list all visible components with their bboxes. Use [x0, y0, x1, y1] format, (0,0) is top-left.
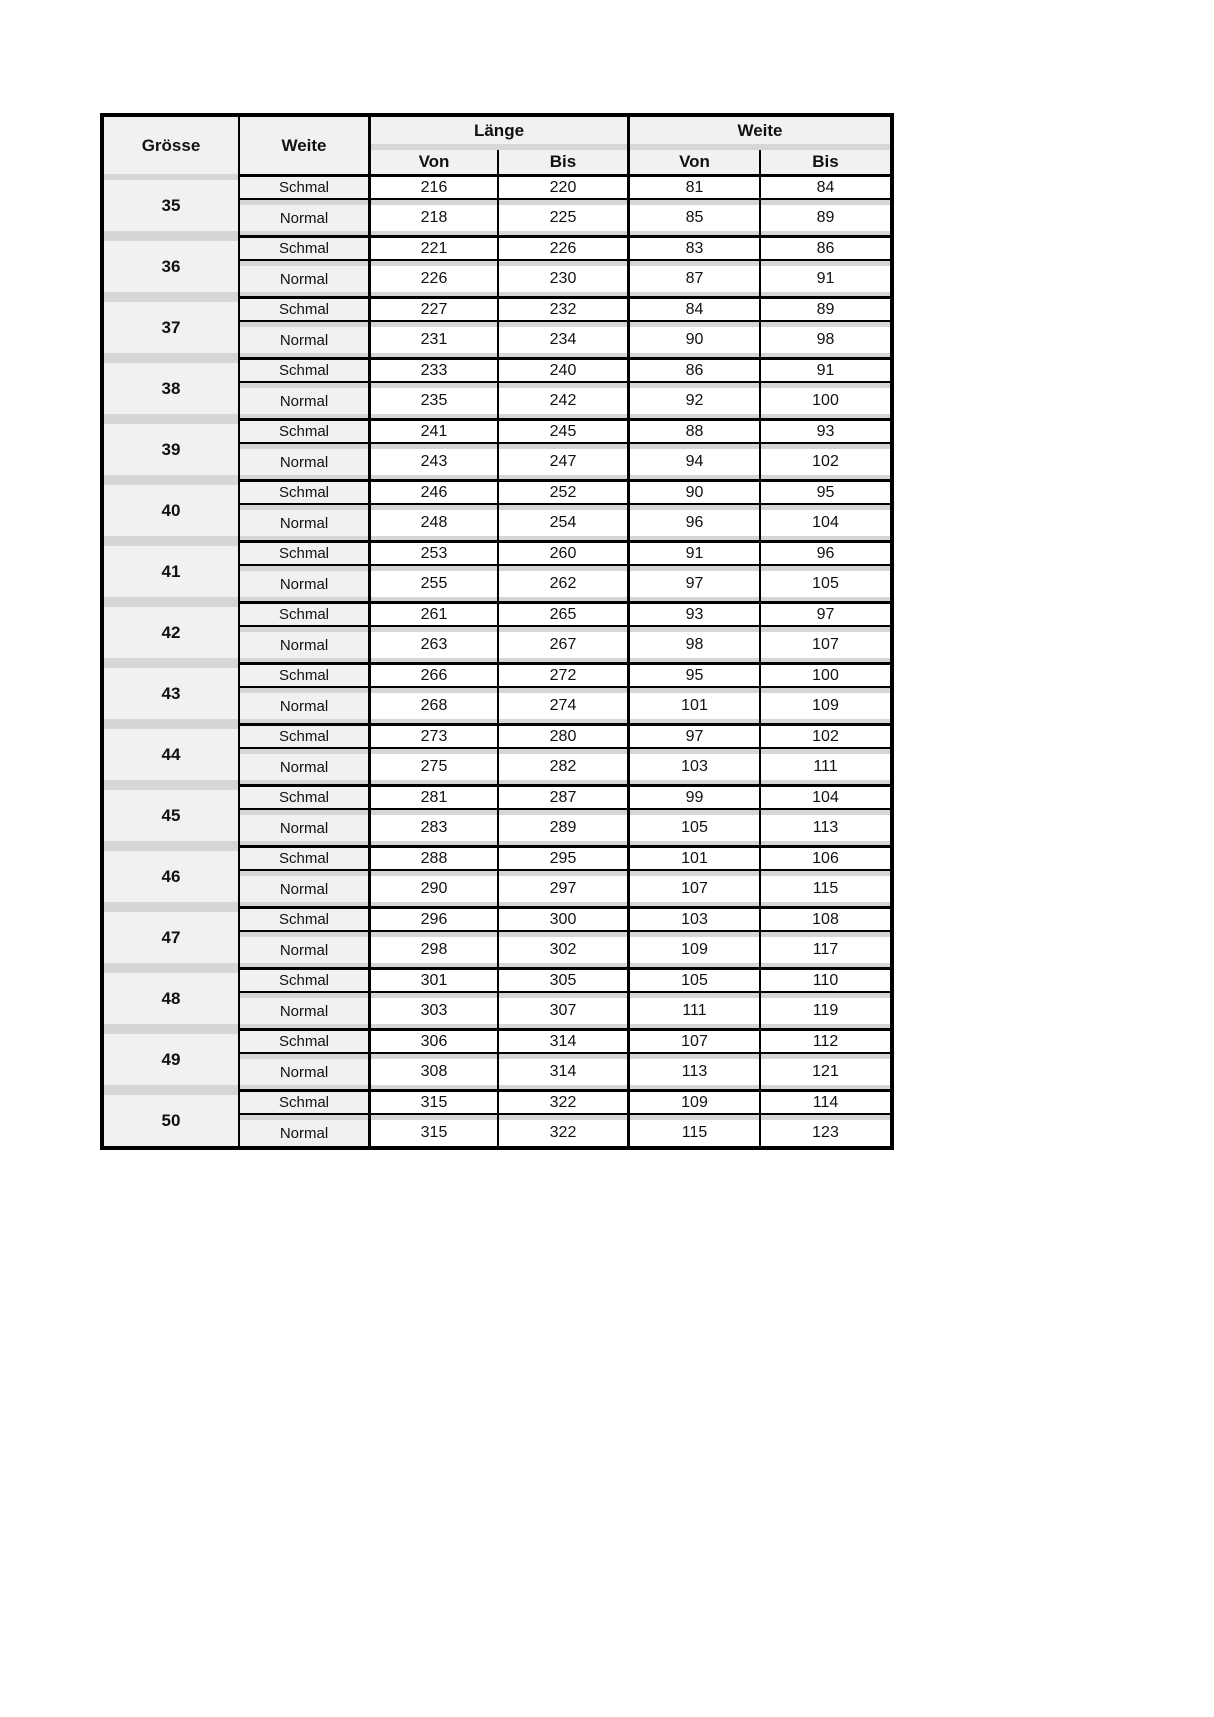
header-weite-von: Von — [627, 150, 759, 174]
weite-bis-value: 104 — [759, 510, 890, 536]
laenge-von-value: 296 — [368, 906, 497, 932]
size-cell: 40 — [104, 479, 238, 536]
weite-bis-value: 97 — [759, 601, 890, 627]
size-cell: 41 — [104, 540, 238, 597]
size-chart-table — [100, 113, 894, 1150]
size-cell: 36 — [104, 235, 238, 292]
weite-bis-value: 123 — [759, 1120, 890, 1146]
width-label-schmal: Schmal — [238, 784, 368, 810]
width-label-normal: Normal — [238, 266, 368, 292]
laenge-bis-value: 322 — [497, 1089, 627, 1115]
laenge-von-value: 283 — [368, 815, 497, 841]
size-group-row — [104, 1028, 890, 1085]
weite-von-value: 103 — [627, 754, 759, 780]
size-group-row — [104, 479, 890, 536]
laenge-von-value: 301 — [368, 967, 497, 993]
weite-bis-value: 110 — [759, 967, 890, 993]
width-label-schmal: Schmal — [238, 1089, 368, 1115]
width-label-schmal: Schmal — [238, 174, 368, 200]
weite-bis-value: 121 — [759, 1059, 890, 1085]
laenge-von-value: 315 — [368, 1089, 497, 1115]
header-laenge-group: Länge — [368, 117, 627, 144]
width-label-normal: Normal — [238, 632, 368, 658]
weite-bis-value: 96 — [759, 540, 890, 566]
laenge-von-value: 290 — [368, 876, 497, 902]
size-group-row — [104, 967, 890, 1024]
laenge-von-value: 246 — [368, 479, 497, 505]
laenge-von-value: 221 — [368, 235, 497, 261]
size-group-row — [104, 540, 890, 597]
weite-bis-value: 100 — [759, 388, 890, 414]
laenge-von-value: 261 — [368, 601, 497, 627]
weite-von-value: 93 — [627, 601, 759, 627]
laenge-von-value: 241 — [368, 418, 497, 444]
weite-von-value: 87 — [627, 266, 759, 292]
width-label-normal: Normal — [238, 205, 368, 231]
laenge-von-value: 243 — [368, 449, 497, 475]
weite-bis-value: 105 — [759, 571, 890, 597]
laenge-von-value: 216 — [368, 174, 497, 200]
weite-von-value: 88 — [627, 418, 759, 444]
size-cell: 48 — [104, 967, 238, 1024]
size-group-row — [104, 906, 890, 963]
size-cell: 39 — [104, 418, 238, 475]
width-label-normal: Normal — [238, 876, 368, 902]
laenge-von-value: 253 — [368, 540, 497, 566]
width-label-normal: Normal — [238, 388, 368, 414]
weite-von-value: 107 — [627, 876, 759, 902]
size-group-row — [104, 784, 890, 841]
width-label-normal: Normal — [238, 1059, 368, 1085]
laenge-bis-value: 220 — [497, 174, 627, 200]
laenge-bis-value: 282 — [497, 754, 627, 780]
size-cell: 46 — [104, 845, 238, 902]
width-label-normal: Normal — [238, 693, 368, 719]
width-label-schmal: Schmal — [238, 662, 368, 688]
weite-bis-value: 112 — [759, 1028, 890, 1054]
laenge-von-value: 298 — [368, 937, 497, 963]
size-cell: 42 — [104, 601, 238, 658]
laenge-bis-value: 280 — [497, 723, 627, 749]
weite-bis-value: 91 — [759, 266, 890, 292]
size-group-row — [104, 235, 890, 292]
laenge-bis-value: 300 — [497, 906, 627, 932]
laenge-von-value: 308 — [368, 1059, 497, 1085]
weite-von-value: 85 — [627, 205, 759, 231]
size-group-row — [104, 601, 890, 658]
weite-von-value: 109 — [627, 1089, 759, 1115]
laenge-von-value: 218 — [368, 205, 497, 231]
width-label-normal: Normal — [238, 998, 368, 1024]
size-cell: 37 — [104, 296, 238, 353]
laenge-bis-value: 322 — [497, 1120, 627, 1146]
weite-bis-value: 95 — [759, 479, 890, 505]
weite-von-value: 105 — [627, 967, 759, 993]
weite-von-value: 92 — [627, 388, 759, 414]
weite-bis-value: 93 — [759, 418, 890, 444]
weite-von-value: 91 — [627, 540, 759, 566]
laenge-bis-value: 272 — [497, 662, 627, 688]
laenge-von-value: 255 — [368, 571, 497, 597]
weite-bis-value: 113 — [759, 815, 890, 841]
size-cell: 35 — [104, 174, 238, 231]
width-label-normal: Normal — [238, 937, 368, 963]
width-label-schmal: Schmal — [238, 235, 368, 261]
size-group-row — [104, 1089, 890, 1146]
weite-von-value: 83 — [627, 235, 759, 261]
laenge-bis-value: 245 — [497, 418, 627, 444]
size-cell: 43 — [104, 662, 238, 719]
weite-von-value: 111 — [627, 998, 759, 1024]
weite-bis-value: 106 — [759, 845, 890, 871]
size-group-row — [104, 357, 890, 414]
weite-von-value: 101 — [627, 693, 759, 719]
weite-bis-value: 91 — [759, 357, 890, 383]
laenge-bis-value: 314 — [497, 1028, 627, 1054]
weite-von-value: 90 — [627, 479, 759, 505]
laenge-von-value: 248 — [368, 510, 497, 536]
laenge-von-value: 273 — [368, 723, 497, 749]
weite-bis-value: 109 — [759, 693, 890, 719]
weite-von-value: 98 — [627, 632, 759, 658]
width-label-normal: Normal — [238, 327, 368, 353]
size-group-row — [104, 845, 890, 902]
weite-bis-value: 119 — [759, 998, 890, 1024]
laenge-bis-value: 274 — [497, 693, 627, 719]
laenge-bis-value: 267 — [497, 632, 627, 658]
size-group-row — [104, 723, 890, 780]
width-label-schmal: Schmal — [238, 906, 368, 932]
weite-von-value: 97 — [627, 571, 759, 597]
laenge-bis-value: 295 — [497, 845, 627, 871]
weite-von-value: 105 — [627, 815, 759, 841]
laenge-von-value: 288 — [368, 845, 497, 871]
width-label-schmal: Schmal — [238, 845, 368, 871]
table-header — [104, 117, 890, 174]
weite-bis-value: 86 — [759, 235, 890, 261]
laenge-bis-value: 226 — [497, 235, 627, 261]
weite-bis-value: 115 — [759, 876, 890, 902]
header-laenge-bis: Bis — [497, 150, 627, 174]
size-group-row — [104, 174, 890, 231]
width-label-schmal: Schmal — [238, 601, 368, 627]
laenge-bis-value: 252 — [497, 479, 627, 505]
laenge-bis-value: 265 — [497, 601, 627, 627]
size-group-row — [104, 662, 890, 719]
laenge-von-value: 306 — [368, 1028, 497, 1054]
laenge-bis-value: 230 — [497, 266, 627, 292]
weite-von-value: 94 — [627, 449, 759, 475]
laenge-bis-value: 289 — [497, 815, 627, 841]
laenge-bis-value: 307 — [497, 998, 627, 1024]
size-cell: 45 — [104, 784, 238, 841]
laenge-bis-value: 225 — [497, 205, 627, 231]
width-label-schmal: Schmal — [238, 357, 368, 383]
header-weite-bis: Bis — [759, 150, 890, 174]
header-weite-column: Weite — [238, 117, 368, 174]
weite-bis-value: 107 — [759, 632, 890, 658]
laenge-bis-value: 247 — [497, 449, 627, 475]
laenge-von-value: 268 — [368, 693, 497, 719]
width-label-schmal: Schmal — [238, 540, 368, 566]
width-label-normal: Normal — [238, 754, 368, 780]
weite-von-value: 96 — [627, 510, 759, 536]
weite-von-value: 97 — [627, 723, 759, 749]
laenge-bis-value: 260 — [497, 540, 627, 566]
size-group-row — [104, 296, 890, 353]
width-label-normal: Normal — [238, 449, 368, 475]
weite-von-value: 107 — [627, 1028, 759, 1054]
size-cell: 49 — [104, 1028, 238, 1085]
laenge-von-value: 315 — [368, 1120, 497, 1146]
size-cell: 44 — [104, 723, 238, 780]
laenge-von-value: 303 — [368, 998, 497, 1024]
laenge-von-value: 235 — [368, 388, 497, 414]
width-label-schmal: Schmal — [238, 1028, 368, 1054]
weite-bis-value: 84 — [759, 174, 890, 200]
width-label-normal: Normal — [238, 815, 368, 841]
size-cell: 50 — [104, 1089, 238, 1146]
weite-von-value: 95 — [627, 662, 759, 688]
laenge-von-value: 275 — [368, 754, 497, 780]
weite-bis-value: 102 — [759, 723, 890, 749]
weite-bis-value: 98 — [759, 327, 890, 353]
weite-bis-value: 114 — [759, 1089, 890, 1115]
weite-bis-value: 111 — [759, 754, 890, 780]
width-label-normal: Normal — [238, 510, 368, 536]
laenge-bis-value: 262 — [497, 571, 627, 597]
laenge-von-value: 227 — [368, 296, 497, 322]
laenge-bis-value: 240 — [497, 357, 627, 383]
header-grosse: Grösse — [104, 117, 238, 174]
laenge-bis-value: 305 — [497, 967, 627, 993]
width-label-schmal: Schmal — [238, 967, 368, 993]
width-label-schmal: Schmal — [238, 296, 368, 322]
weite-von-value: 113 — [627, 1059, 759, 1085]
laenge-von-value: 263 — [368, 632, 497, 658]
laenge-von-value: 226 — [368, 266, 497, 292]
weite-bis-value: 108 — [759, 906, 890, 932]
width-label-normal: Normal — [238, 571, 368, 597]
laenge-bis-value: 242 — [497, 388, 627, 414]
weite-von-value: 86 — [627, 357, 759, 383]
laenge-von-value: 233 — [368, 357, 497, 383]
laenge-bis-value: 287 — [497, 784, 627, 810]
weite-von-value: 81 — [627, 174, 759, 200]
laenge-von-value: 281 — [368, 784, 497, 810]
weite-von-value: 84 — [627, 296, 759, 322]
header-weite-group: Weite — [627, 117, 890, 144]
laenge-bis-value: 234 — [497, 327, 627, 353]
weite-bis-value: 100 — [759, 662, 890, 688]
weite-bis-value: 117 — [759, 937, 890, 963]
laenge-bis-value: 254 — [497, 510, 627, 536]
laenge-von-value: 231 — [368, 327, 497, 353]
laenge-bis-value: 302 — [497, 937, 627, 963]
weite-bis-value: 102 — [759, 449, 890, 475]
weite-von-value: 115 — [627, 1120, 759, 1146]
laenge-bis-value: 314 — [497, 1059, 627, 1085]
weite-von-value: 103 — [627, 906, 759, 932]
weite-bis-value: 89 — [759, 296, 890, 322]
weite-bis-value: 104 — [759, 784, 890, 810]
laenge-von-value: 266 — [368, 662, 497, 688]
weite-von-value: 101 — [627, 845, 759, 871]
weite-von-value: 99 — [627, 784, 759, 810]
width-label-schmal: Schmal — [238, 723, 368, 749]
width-label-schmal: Schmal — [238, 479, 368, 505]
weite-bis-value: 89 — [759, 205, 890, 231]
size-group-row — [104, 418, 890, 475]
weite-von-value: 90 — [627, 327, 759, 353]
size-cell: 47 — [104, 906, 238, 963]
laenge-bis-value: 297 — [497, 876, 627, 902]
weite-von-value: 109 — [627, 937, 759, 963]
laenge-bis-value: 232 — [497, 296, 627, 322]
width-label-schmal: Schmal — [238, 418, 368, 444]
width-label-normal: Normal — [238, 1120, 368, 1146]
size-cell: 38 — [104, 357, 238, 414]
header-laenge-von: Von — [368, 150, 497, 174]
